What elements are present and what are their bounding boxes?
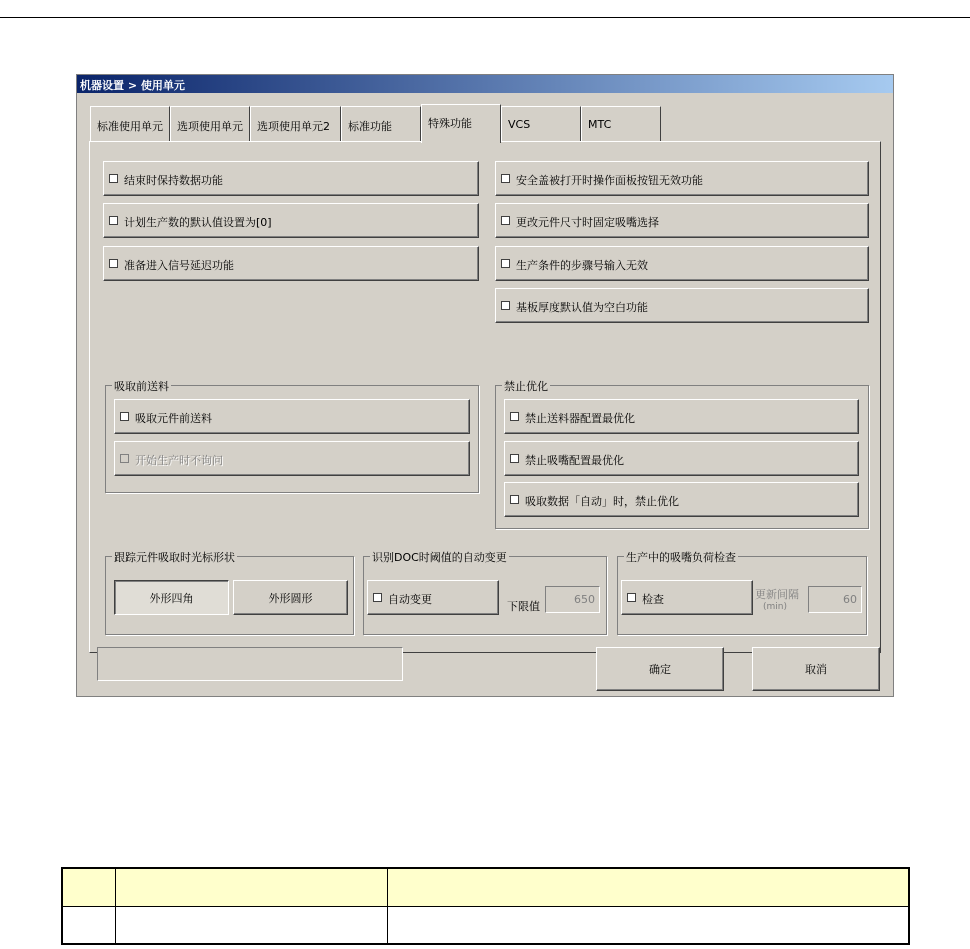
- cursor-round-button[interactable]: 外形圆形: [233, 580, 348, 615]
- lower-limit-input[interactable]: 650: [545, 586, 600, 613]
- option-disable-nozzle-optimization[interactable]: 禁止吸嘴配置最优化: [504, 441, 859, 476]
- tab-standard-functions[interactable]: 标准功能: [341, 106, 421, 142]
- page-top-rule: [0, 17, 970, 18]
- update-interval-input[interactable]: 60: [808, 586, 862, 613]
- option-keep-data-on-finish[interactable]: 结束时保持数据功能: [103, 161, 479, 196]
- checkbox[interactable]: [510, 495, 519, 504]
- option-auto-change-threshold[interactable]: 自动变更: [367, 580, 499, 615]
- lower-limit-label: 下限值: [507, 600, 540, 613]
- status-field: [97, 647, 403, 681]
- cursor-square-button[interactable]: 外形四角: [114, 580, 229, 615]
- disable-optimization-group: 禁止优化: [495, 385, 869, 529]
- option-nozzle-load-check[interactable]: 检查: [621, 580, 753, 615]
- dialog-title: 机器设置 > 使用单元: [80, 79, 185, 92]
- prefeed-group: 吸取前送料: [105, 385, 479, 493]
- machine-settings-dialog: [76, 74, 894, 697]
- checkbox[interactable]: [501, 259, 510, 268]
- tab-special-functions[interactable]: 特殊功能: [421, 104, 501, 143]
- checkbox[interactable]: [501, 216, 510, 225]
- ok-button[interactable]: 确定: [596, 647, 724, 691]
- dialog-titlebar[interactable]: [77, 75, 893, 93]
- tab-mtc[interactable]: MTC: [581, 106, 661, 142]
- tab-option-units-2[interactable]: 选项使用单元2: [250, 106, 341, 142]
- checkbox[interactable]: [109, 259, 118, 268]
- option-default-plan-count-zero[interactable]: 计划生产数的默认值设置为[0]: [103, 203, 479, 238]
- table-column-divider: [115, 869, 116, 943]
- cursor-shape-group: 跟踪元件吸取时光标形状: [105, 556, 354, 635]
- option-disable-step-number-input[interactable]: 生产条件的步骤号输入无效: [495, 246, 869, 281]
- option-ready-signal-delay[interactable]: 准备进入信号延迟功能: [103, 246, 479, 281]
- tab-standard-units[interactable]: 标准使用单元: [90, 106, 170, 142]
- checkbox[interactable]: [501, 301, 510, 310]
- checkbox[interactable]: [120, 412, 129, 421]
- checkbox[interactable]: [373, 593, 382, 602]
- option-fix-nozzle-on-size-change[interactable]: 更改元件尺寸时固定吸嘴选择: [495, 203, 869, 238]
- description-table: [61, 867, 910, 945]
- checkbox[interactable]: [510, 412, 519, 421]
- option-board-thickness-blank-default[interactable]: 基板厚度默认值为空白功能: [495, 288, 869, 323]
- tab-option-units[interactable]: 选项使用单元: [170, 106, 250, 142]
- checkbox[interactable]: [627, 593, 636, 602]
- table-header-row: [63, 869, 908, 907]
- tab-vcs[interactable]: VCS: [501, 106, 581, 142]
- checkbox[interactable]: [109, 216, 118, 225]
- cancel-button[interactable]: 取消: [752, 647, 880, 691]
- update-interval-unit: (min): [763, 602, 787, 612]
- doc-threshold-group: 识别DOC时阈值的自动变更: [363, 556, 607, 635]
- option-feed-before-pick[interactable]: 吸取元件前送料: [114, 399, 470, 434]
- nozzle-load-check-group: 生产中的吸嘴负荷检查: [617, 556, 867, 635]
- checkbox[interactable]: [510, 454, 519, 463]
- checkbox[interactable]: [109, 174, 118, 183]
- table-column-divider: [387, 869, 388, 943]
- option-disable-feeder-optimization[interactable]: 禁止送料器配置最优化: [504, 399, 859, 434]
- checkbox: [120, 454, 129, 463]
- update-interval-label: 更新间隔: [755, 588, 799, 601]
- option-safety-cover-panel-disable[interactable]: 安全盖被打开时操作面板按钮无效功能: [495, 161, 869, 196]
- option-disable-optimization-auto-pick[interactable]: 吸取数据「自动」时，禁止优化: [504, 482, 859, 517]
- checkbox[interactable]: [501, 174, 510, 183]
- option-no-prompt-on-start: 开始生产时不询问: [114, 441, 470, 476]
